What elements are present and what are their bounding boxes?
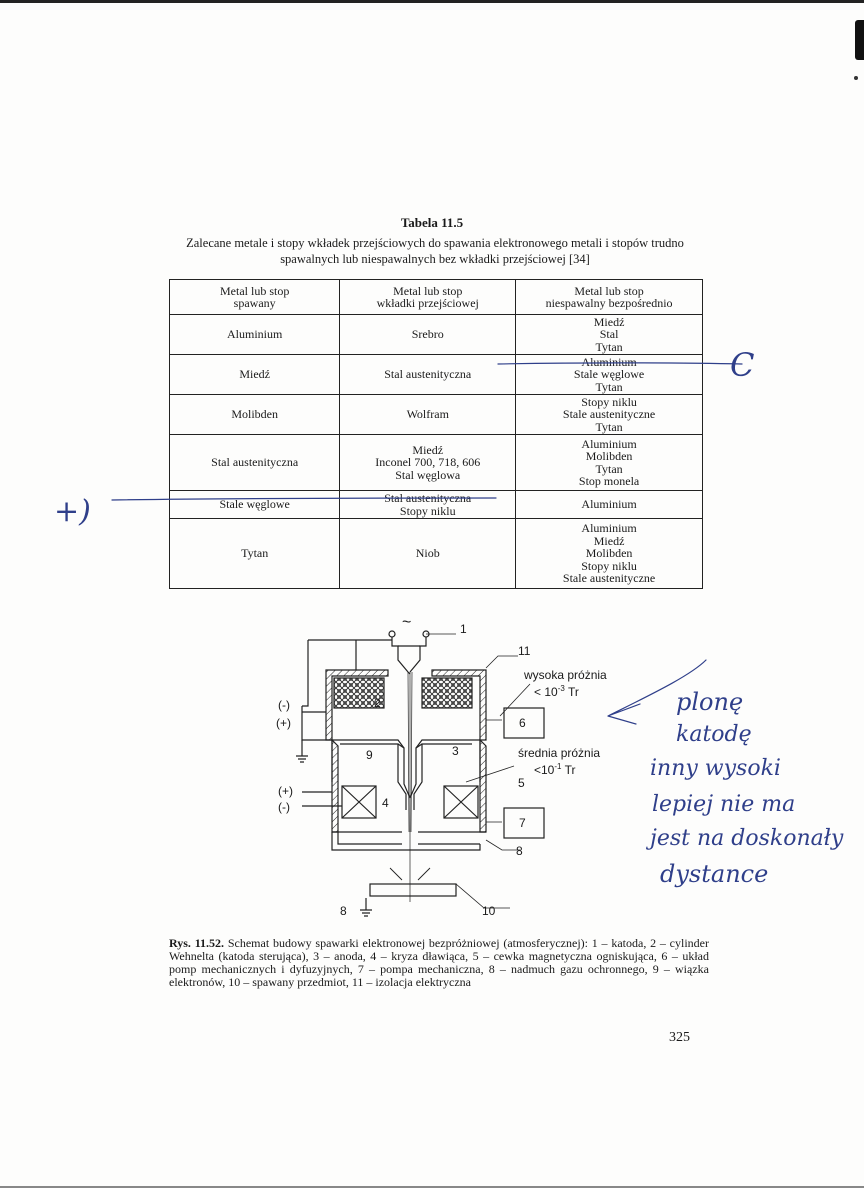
label-9: 9: [366, 748, 373, 762]
table-cell: Miedź Stal Tytan: [516, 315, 703, 355]
table-row: [170, 395, 703, 435]
header-insert-metal: Metal lub stop wkładki przejściowej: [340, 280, 516, 315]
medium-vacuum-label: średnia próżnia: [518, 746, 601, 760]
ac-symbol: ~: [402, 614, 412, 631]
table-caption: Zalecane metale i stopy wkładek przejściowych do spawania elektronowego metali i stopów trudno spawalnych lub niespawalnych bez wkładki przejściowej [34]: [186, 236, 684, 266]
table-header-row: [170, 280, 703, 315]
table-cell: Stopy niklu Stale austenityczne Tytan: [516, 395, 703, 435]
table-cell: Tytan: [170, 519, 340, 589]
label-2: 2: [374, 696, 381, 710]
terminal-left: [389, 631, 395, 637]
figure-tag: Rys. 11.52.: [169, 936, 225, 950]
polarity-plus-top: (+): [276, 716, 291, 730]
label-1: 1: [460, 622, 467, 636]
scan-dot: [854, 76, 858, 80]
scan-edge-mark: [855, 20, 864, 60]
table-cell: Stal austenityczna: [340, 355, 516, 395]
transition-insert-table: [169, 279, 703, 589]
page-number: 325: [669, 1030, 690, 1045]
header-unweldable-metal: Metal lub stop niespawalny bezpośrednio: [516, 280, 703, 315]
table-title: Tabela 11.5: [400, 215, 464, 230]
table-cell: Stale węglowe: [170, 491, 340, 519]
label-11: 11: [518, 644, 531, 658]
table-row: [170, 355, 703, 395]
label-8-right: 8: [516, 844, 523, 858]
table-cell: Stal austenityczna: [170, 435, 340, 491]
schematic-drawing: [270, 622, 560, 922]
label-3: 3: [452, 744, 459, 758]
label-4: 4: [382, 796, 389, 810]
table-cell: Miedź: [170, 355, 340, 395]
note-line-1: plonę: [676, 688, 744, 716]
label-8-left: 8: [340, 904, 347, 918]
table-row: [170, 315, 703, 355]
table-cell: Aluminium: [516, 491, 703, 519]
table-cell: Aluminium Stale węglowe Tytan: [516, 355, 703, 395]
medium-vacuum-pressure: $<10^{-1}$ Tr: [534, 762, 576, 777]
note-line-4: lepiej nie ma: [652, 792, 796, 817]
scan-edge-top: [0, 0, 864, 3]
high-vacuum-pressure: < $10^{-3}$ Tr: [534, 684, 579, 699]
note-line-3: inny wysoki: [650, 756, 781, 781]
table-row: [170, 519, 703, 589]
header-welded-metal: Metal lub stop spawany: [170, 280, 340, 315]
table-cell: Molibden: [170, 395, 340, 435]
welder-schematic: [270, 614, 607, 922]
figure-caption: [169, 937, 709, 989]
note-line-5: jest na doskonały: [650, 826, 844, 851]
table-cell: Aluminium Miedź Molibden Stopy niklu Stale austenityczne: [516, 519, 703, 589]
table-cell: Aluminium Molibden Tytan Stop monela: [516, 435, 703, 491]
polarity-minus-top: (-): [278, 698, 290, 712]
table-row: [170, 491, 703, 519]
table-cell: Miedź Inconel 700, 718, 606 Stal węglowa: [340, 435, 516, 491]
table-cell: Wolfram: [340, 395, 516, 435]
margin-c-mark: C: [730, 346, 755, 384]
table-row: [170, 435, 703, 491]
figure-caption-text: Schemat budowy spawarki elektronowej bezpróżniowej (atmosferycznej): 1 – katoda, 2 – cylinder Wehnelta (katoda sterująca), 3 – anoda, 4 – kryza dławiąca, 5 – cewka magnetyczna ogniskująca, 6 – układ pomp mechanicznych i dyfuzyjnych, 7 – pompa mechaniczna, 8 – nadmuch gazu ochronnego, 9 – wiązka elektronów, 10 – spawany przedmiot, 11 – izolacja elektryczna: [169, 936, 709, 989]
margin-plus-mark: +): [54, 494, 91, 529]
label-7: 7: [519, 816, 526, 830]
table-cell: Aluminium: [170, 315, 340, 355]
table-cell: Srebro: [340, 315, 516, 355]
polarity-minus-bottom: (-): [278, 800, 290, 814]
label-10: 10: [482, 904, 496, 918]
note-line-6: dystance: [660, 860, 769, 888]
label-6: 6: [519, 716, 526, 730]
workpiece: [370, 884, 456, 896]
label-5: 5: [518, 776, 525, 790]
polarity-plus-bottom: (+): [278, 784, 293, 798]
table-cell: Stal austenityczna Stopy niklu: [340, 491, 516, 519]
note-line-2: katodę: [676, 722, 752, 747]
high-vacuum-label: wysoka próżnia: [524, 668, 607, 682]
table-cell: Niob: [340, 519, 516, 589]
